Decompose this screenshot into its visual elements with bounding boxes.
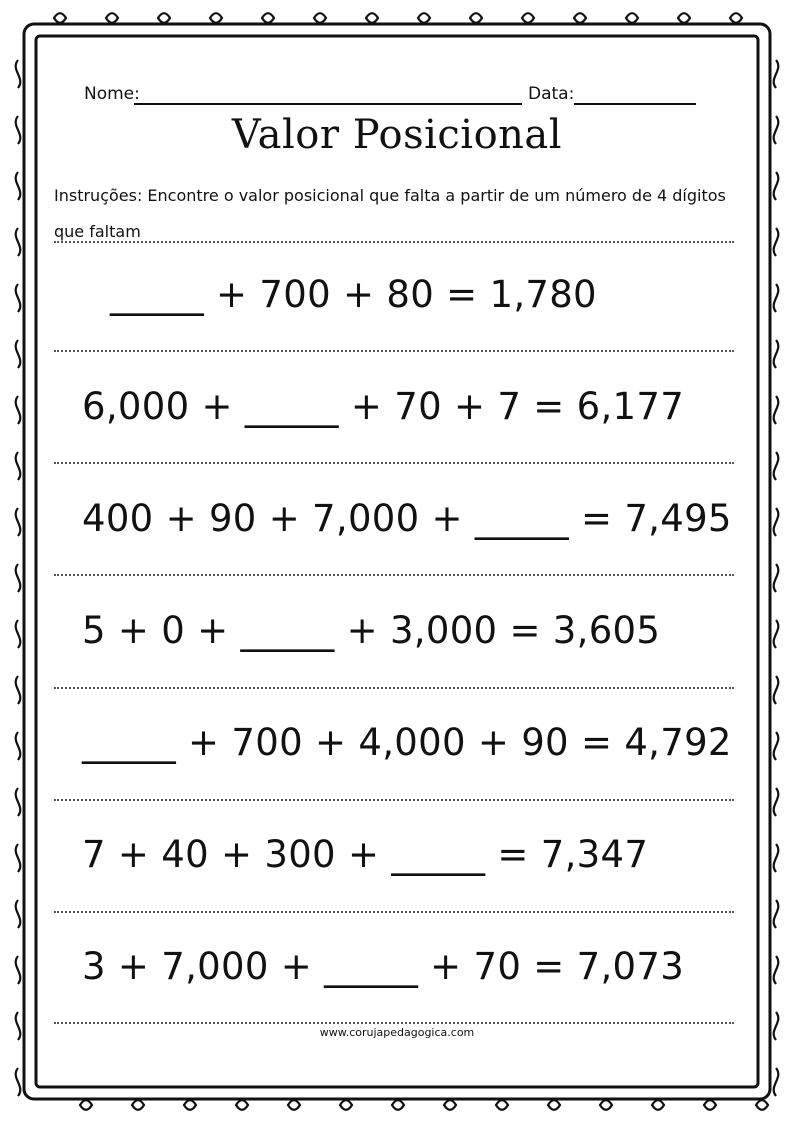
page-title: Valor Posicional <box>231 112 563 158</box>
problem-4: 5 + 0 + _____ + 3,000 = 3,605 <box>82 609 661 652</box>
instructions: Instruções: Encontre o valor posicional que falta a partir de um número de 4 dígitos que faltam <box>54 186 726 241</box>
date-field[interactable] <box>574 103 696 105</box>
problem-3: 400 + 90 + 7,000 + _____ = 7,495 <box>82 497 732 540</box>
footer-url: www.corujapedagogica.com <box>319 1026 475 1039</box>
problem-5: _____ + 700 + 4,000 + 90 = 4,792 <box>82 721 732 764</box>
worksheet <box>40 40 754 1083</box>
problem-6: 7 + 40 + 300 + _____ = 7,347 <box>82 833 649 876</box>
divider <box>54 799 734 801</box>
divider <box>54 241 734 243</box>
name-field[interactable] <box>134 103 522 105</box>
name-label: Nome: <box>84 84 140 104</box>
divider <box>54 1022 734 1024</box>
divider <box>54 462 734 464</box>
problem-1: _____ + 700 + 80 = 1,780 <box>110 273 597 316</box>
divider <box>54 911 734 913</box>
divider <box>54 350 734 352</box>
header-fields <box>84 84 704 108</box>
problem-7: 3 + 7,000 + _____ + 70 = 7,073 <box>82 945 685 988</box>
problem-2: 6,000 + _____ + 70 + 7 = 6,177 <box>82 385 685 428</box>
divider <box>54 687 734 689</box>
divider <box>54 574 734 576</box>
date-label: Data: <box>528 84 575 104</box>
